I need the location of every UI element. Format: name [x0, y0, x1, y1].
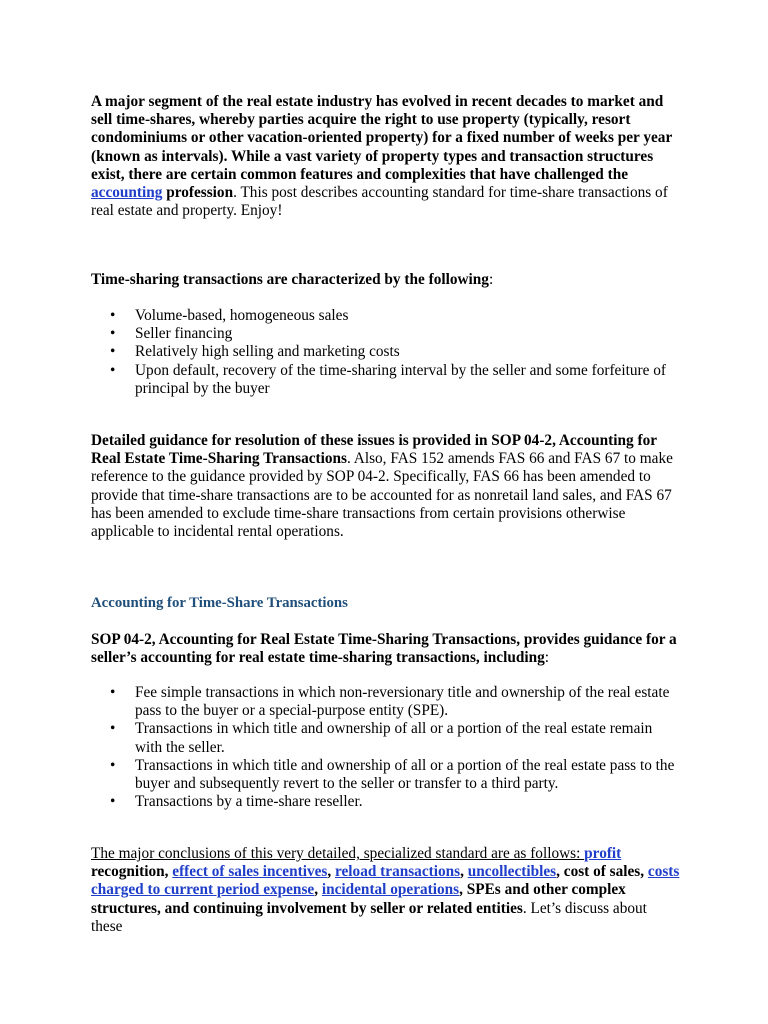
costs-charged-link[interactable]: costs charged to current period expense: [91, 863, 680, 899]
sop-list: [91, 684, 681, 811]
conclusions-lead: The major conclusions of this very detailed, specialized standard are as follows:: [91, 845, 585, 862]
section-heading-block: [91, 594, 681, 612]
conclusions-text-2: , cost of sales,: [556, 863, 648, 881]
conclusions-sep-3: ,: [314, 881, 322, 899]
intro-profession: profession: [166, 184, 234, 202]
accounting-link[interactable]: accounting: [91, 184, 163, 202]
intro-bold-text: A major segment of the real estate industry has evolved in recent decades to market and sell time-shares, whereby parties acquire the right to use property (typically, resort condominiums or other vacation-oriented property) for a fixed number of weeks per year (known as intervals). While a vast variety of property types and transaction structures exist, there are certain common features and complexities that have challenged the: [91, 93, 672, 183]
list-item: • Upon default, recovery of the time-sharing interval by the seller and some forfeiture of principal by the buyer: [91, 362, 681, 398]
list-item: • Relatively high selling and marketing costs: [91, 343, 681, 361]
conclusions-sep-2: ,: [460, 863, 468, 881]
uncollectibles-link[interactable]: uncollectibles: [467, 863, 557, 881]
section-heading: Accounting for Time-Share Transactions: [91, 595, 348, 611]
sop-colon: :: [544, 649, 550, 667]
reload-transactions-link[interactable]: reload transactions: [335, 863, 461, 881]
sop-bold: SOP 04-2, Accounting for Real Estate Time-Sharing Transactions, provides guidance for a seller’s accounting for real estate time-sharing transactions, including: [91, 631, 677, 667]
characterized-heading: Time-sharing transactions are characterized by the following: [91, 271, 489, 288]
list-item: • Volume-based, homogeneous sales: [91, 307, 681, 325]
effect-of-sales-incentives-link[interactable]: effect of sales incentives: [172, 863, 328, 881]
incidental-operations-link[interactable]: incidental operations: [321, 881, 460, 899]
guidance-paragraph: [91, 432, 681, 541]
list-item: • Seller financing: [91, 325, 681, 343]
conclusions-sep-1: ,: [327, 863, 335, 881]
list-item: • Transactions in which title and ownership of all or a portion of the real estate pass to the buyer and subsequently revert to the seller or transfer to a third party.: [91, 757, 681, 793]
conclusions-paragraph: [91, 845, 681, 936]
list-item: • Transactions by a time-share reseller.: [91, 793, 681, 811]
conclusions-text-3: , SPEs and other complex structures, and continuing involvement by seller or related entities: [91, 881, 626, 917]
list-item: • Transactions in which title and ownership of all or a portion of the real estate remain with the seller.: [91, 720, 681, 756]
intro-rest: . This post describes accounting standard for time-share transactions of real estate and property. Enjoy!: [91, 184, 668, 220]
list-item: • Fee simple transactions in which non-reversionary title and ownership of the real estate pass to the buyer or a special-purpose entity (SPE).: [91, 684, 681, 720]
characterized-paragraph: [91, 271, 681, 289]
conclusions-text-1: recognition,: [91, 863, 173, 881]
conclusions-tail: . Let’s discuss about these: [91, 899, 647, 935]
intro-paragraph: [91, 93, 681, 220]
guidance-bold: Detailed guidance for resolution of these issues is provided in SOP 04-2, Accounting for Real Estate Time-Sharing Transactions: [91, 432, 657, 468]
sop-paragraph: [91, 631, 681, 667]
characterized-colon: :: [488, 271, 494, 288]
profit-link[interactable]: profit: [584, 845, 622, 862]
guidance-rest: . Also, FAS 152 amends FAS 66 and FAS 67 to make reference to the guidance provided by SOP 04-2. Specifically, FAS 66 has been amended to provide that time-share transactions are to be accounted for as nonretail land sales, and FAS 67 has been amended to exclude time-share transactions from certain provisions otherwise applicable to incidental rental operations.: [91, 450, 673, 541]
characterized-list: [91, 307, 681, 398]
